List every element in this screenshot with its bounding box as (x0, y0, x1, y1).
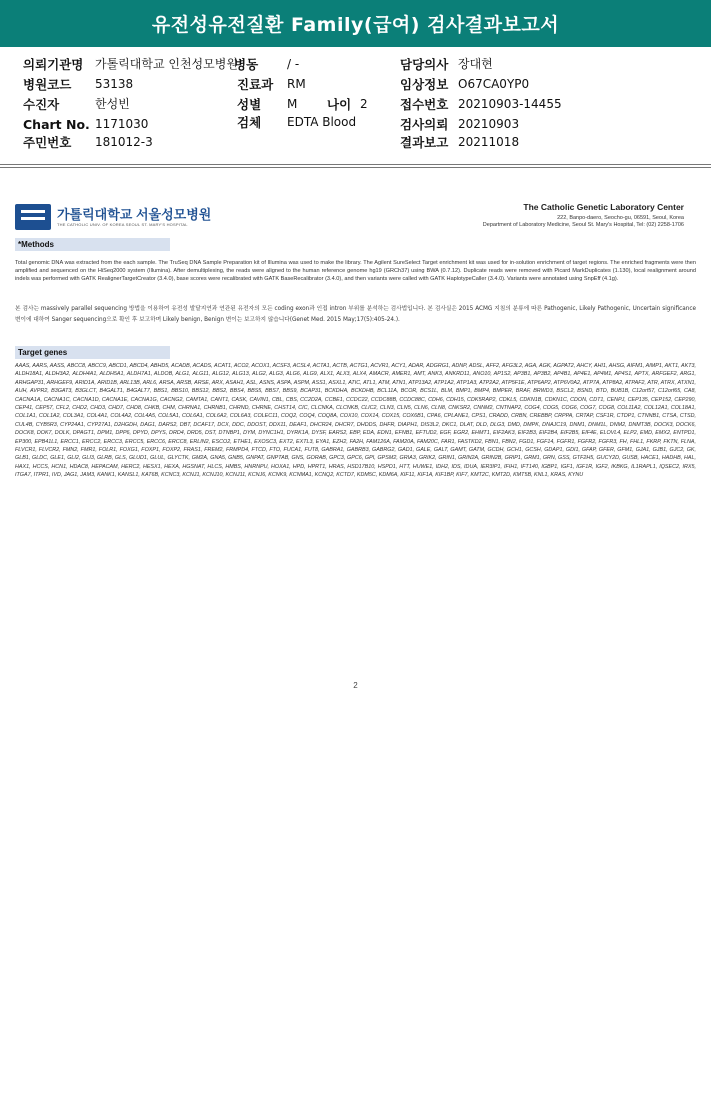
lab-center-address-1: 222, Banpo-daero, Seocho-gu, 06591, Seoul, Korea (557, 215, 684, 221)
clinical-info-value: O67CA0YP0 (458, 77, 530, 91)
hospital-code-value: 53138 (95, 77, 134, 91)
hospital-logo (15, 204, 215, 234)
methods-text: Total genomic DNA was extracted from the each sample. The TruSeq DNA Sample Preparation kit of Illumina was used to make the library. The Agilent SureSelect Target enrichment kit was used for in-solution enrichment of target regions. The enriched fragments were then amplified and sequenced on the HiSeq2000 system (Illumina). After demultiplexing, the reads were aligned to the human reference genome hg19 (GRCh37) using BWA (0.7.12). Duplicate reads were removed with Picard MarkDuplicates (1.130), local realignment around indels was performed with GATK RealignerTargetCreator (3.4.0), base scores were recalibrated with GATK BaseRecalibrator (3.4.0), and then variants were called with GATK HaplotypeCaller (3.4.0). Variants were annotated using SnpEff (4.1g). (15, 260, 696, 283)
lab-center-address-2: Department of Laboratory Medicine, Seoul St. Mary's Hospital, Tel: (02) 2258-1706 (482, 222, 684, 228)
receipt-no-value: 20210903-14455 (458, 97, 562, 111)
dept-value: RM (287, 77, 306, 91)
hospital-logo-icon (15, 204, 51, 230)
report-date-value: 20211018 (458, 135, 520, 149)
receipt-no-label: 접수번호 (400, 97, 449, 112)
methods-korean-text: 본 검사는 massively parallel sequencing 방법을 이용하여 유전성 발달지연과 연관된 유전자의 모든 coding exon과 인접 intron 부위를 분석하는 검사법입니다. 본 검사실은 2015 ACMG 지침의 분류에 따른 Pathogenic, Likely Pathogenic, Uncertain significance 변이에 대하여 Sanger sequencing으로 확인 후 보고하며 Likely benign, Benign 변이는 보고하지 않습니다(Genet Med. 2015 May;17(5):405-24.). (15, 306, 696, 323)
physician-label: 담당의사 (400, 57, 449, 72)
ward-value: / - (287, 57, 300, 71)
report-title: 유전성유전질환 Family(급여) 검사결과보고서 (0, 0, 711, 47)
methods-heading: *Methods (15, 238, 170, 251)
request-date-label: 검사의뢰 (400, 117, 449, 132)
hospital-logo-text: 가톨릭대학교 서울성모병원 (57, 207, 212, 222)
id-no-label: 주민번호 (23, 135, 72, 150)
hospital-code-label: 병원코드 (23, 77, 72, 92)
physician-value: 장대현 (458, 57, 493, 71)
page-number: 2 (353, 681, 358, 690)
institution-label: 의뢰기관명 (23, 57, 84, 72)
age-value: 2 (360, 97, 368, 111)
hospital-logo-subtext: THE CATHOLIC UNIV. OF KOREA SEOUL ST. MARY'S HOSPITAL (57, 222, 188, 227)
target-genes-list: AAAS, AARS, AASS, ABCC8, ABCC9, ABCD1, ABCD4, ABHD5, ACADB, ACADS, ACAT1, ACO2, ACOX1, ACSF3, ACSL4, ACTA1, ACTB, ACTG1, ACVR1, ACY1, ADAR, ADGRG1, ADNP, ADSL, AFF2, AFG3L2, AGA, AGK, AGPAT2, AHCY, AHI1, AHSG, AIFM1, AIMP1, AKT1, AKT3, ALDH18A1, ALDH3A2, ALDH4A1, ALDH5A1, ALDH7A1, ALDOB, ALG1, ALG11, ALG12, ALG13, ALG2, ALG3, ALG6, ALG9, ALX1, ALX3, ALX4, AMACR, AMER1, AMT, ANK3, ANKRD11, ANO10, AP1S2, AP3B1, AP3B2, AP4B1, AP4E1, AP4M1, AP4S1, APTX, ARFGEF2, ARG1, ARHGAP31, ARHGEF9, ARID1A, ARID1B, ARL13B, ARL6, ARSA, ARSB, ARSE, ARX, ASAH1, ASL, ASNS, ASPA, ASPM, ASS1, ASXL1, ATIC, ATL1, ATM, ATN1, ATP13A2, ATP1A2, ATP1A3, ATP2A2, ATP5F1E, ATP6AP2, ATP6V0A2, ATP7A, ATP8A2, ATPAF2, ATR, ATRX, ATXN1, AUH, AVPR2, B3GAT3, B3GLCT, B4GALT1, B4GALT7, BBS1, BBS10, BBS12, BBS2, BBS4, BBS5, BBS7, BBS9, BCAP31, BCKDHA, BCKDHB, BCL11A, BCOR, BCS1L, BLM, BMP1, BMP4, BMPER, BRAF, BRWD3, BSCL2, BSND, BTD, BUB1B, C12orf57, C12orf65, CA8, CACNA1A, CACNA1C, CACNA1D, CACNA1E, CACNA1G, CACNG2, CAMTA1, CANT1, CASK, CAVIN1, CBL, CBS, CC2D2A, CCBE1, CCDC22, CCDC88B, CCDC88C, CDH6, CDH15, CDK5RAP2, CDKL5, CDKN1B, CDKN1C, CDON, CDT1, CENPJ, CEP135, CEP152, CEP290, CEP41, CEP57, CFL2, CHD2, CHD3, CHD7, CHD8, CHKB, CHM, CHRNA1, CHRNB1, CHRND, CHRNE, CHST14, CIC, CLCNKA, CLCNKB, CLIC2, CLN3, CLN5, CLN6, CLN8, CNKSR2, CNNM2, CNTNAP2, COG4, COG5, COG6, COG7, COG8, COL11A2, COL12A1, COL18A1, COL1A1, COL1A2, COL3A1, COL4A1, COL4A2, COL4A5, COL5A1, COL6A1, COL6A2, COL6A3, COLEC11, COQ2, COQ4, COQ8A, COX10, COX14, COX15, COX6B1, CPA6, CPLANE1, CPS1, CRADD, CRBN, CREBBP, CRPPA, CRTAP, CSF1R, CTDP1, CTNNB1, CTSA, CTSD, CUL4B, CYB5R3, CYP24A1, CYP27A1, D2HGDH, DAG1, DARS2, DBT, DCAF17, DCX, DDC, DDOST, DDX11, DEAF1, DHCR24, DHCR7, DHDDS, DHFR, DIAPH1, DIS3L2, DKC1, DLAT, DLD, DLG3, DMD, DMPK, DNAJC19, DNM1, DNM1L, DNM2, DNMT3B, DOCK3, DOCK6, DOCK8, DOK7, DOLK, DPAGT1, DPM1, DPP6, DPYD, DPYS, DRD4, DRD5, DST, DTNBP1, DYM, DYNC1H1, DYRK1A, DYSF, EARS2, EBP, EDA, EDN1, EFNB1, EFTUD2, EGF, EGR2, EHMT1, EIF2AK3, EIF2B3, EIF2B4, EIF2B5, EIF4E, ELOVL4, ELP2, EMD, EMX2, ENTPD1, EP300, EPB41L1, ERCC1, ERCC2, ERCC3, ERCC5, ERCC6, ERCC8, ERLIN2, ESCO2, ETHE1, EXOSC3, EXT2, EXTL3, EYA1, EZH2, FA2H, FAM126A, FAM20A, FAM20C, FAR1, FASTKD2, FBN1, FBN2, FGD1, FGF14, FGFR1, FGFR2, FGFR3, FH, FHL1, FKRP, FKTN, FLNA, FLVCR1, FLVCR2, FMN2, FMR1, FOLR1, FOXG1, FOXP1, FOXP2, FRAS1, FREM2, FRMPD4, FTCD, FTO, FUCA1, FUT8, GABRA1, GABRB3, GABRG2, GAD1, GALE, GALT, GAMT, GATM, GCDH, GCH1, GCSH, GDAP1, GDI1, GFAP, GFER, GFM1, GJA1, GJB1, GJC2, GK, GLB1, GLDC, GLE1, GLI2, GLI3, GLRB, GLS, GLUD1, GLUL, GLYCTK, GM2A, GNA5, GNB5, GNPAT, GNPTAB, GNS, GORAB, GPC3, GPC6, GPI, GPSM2, GRIA3, GRIK2, GRIN1, GRIN2A, GRIN2B, GRIP1, GRM1, GRN, GSS, GTF2H5, GUCY2D, GUSB, HACE1, HADHB, HAL, HAX1, HCCS, HCN1, HDAC8, HEPACAM, HERC2, HESX1, HEXA, HGSNAT, HLCS, HMBS, HNRNPU, HOXA1, HPD, HPRT1, HRAS, HSD17B10, HSPD1, HTT, HUWE1, IDH2, IDS, IDUA, IER3IP1, IFIH1, IFT140, IGBP1, IGF1, IGF1R, IGF2, IKBKG, IL1RAPL1, IQSEC2, IRX5, ITGA7, ITPR1, IVD, JAG1, JAM3, KANK1, KANSL1, KAT6B, KCNC3, KCNJ1, KCNJ10, KCNJ11, KCNJ6, KCNK9, KCNMA1, KCNQ2, KCTD7, KDM5C, KDM6A, KIF11, KIF1A, KIF1BP, KIF7, KMT2C, KMT2D, KMT5B, KNL1, KRAS, KYNU (15, 363, 696, 479)
report-header (0, 52, 711, 164)
specimen-value: EDTA Blood (287, 115, 357, 129)
dept-label: 진료과 (237, 77, 274, 92)
chart-no-label: Chart No. (23, 117, 90, 132)
request-date-value: 20210903 (458, 117, 520, 131)
institution-value: 가톨릭대학교 인천성모병원 (95, 57, 238, 71)
age-label: 나이 (327, 97, 352, 112)
clinical-info-label: 임상정보 (400, 77, 449, 92)
ward-label: 병동 (234, 57, 259, 72)
recipient-label: 수진자 (23, 97, 60, 112)
report-date-label: 결과보고 (400, 135, 449, 150)
specimen-label: 검체 (237, 115, 262, 130)
lab-center-name: The Catholic Genetic Laboratory Center (523, 202, 684, 212)
report-page (0, 182, 711, 702)
sex-label: 성별 (237, 97, 262, 112)
header-divider-top (0, 164, 711, 165)
sex-value: M (287, 97, 298, 111)
target-genes-heading: Target genes (15, 346, 170, 359)
header-divider-bottom (0, 167, 711, 168)
chart-no-value: 1171030 (95, 117, 149, 131)
id-no-value: 181012-3 (95, 135, 153, 149)
recipient-value: 한성빈 (95, 97, 130, 111)
lab-center-info (483, 202, 684, 229)
